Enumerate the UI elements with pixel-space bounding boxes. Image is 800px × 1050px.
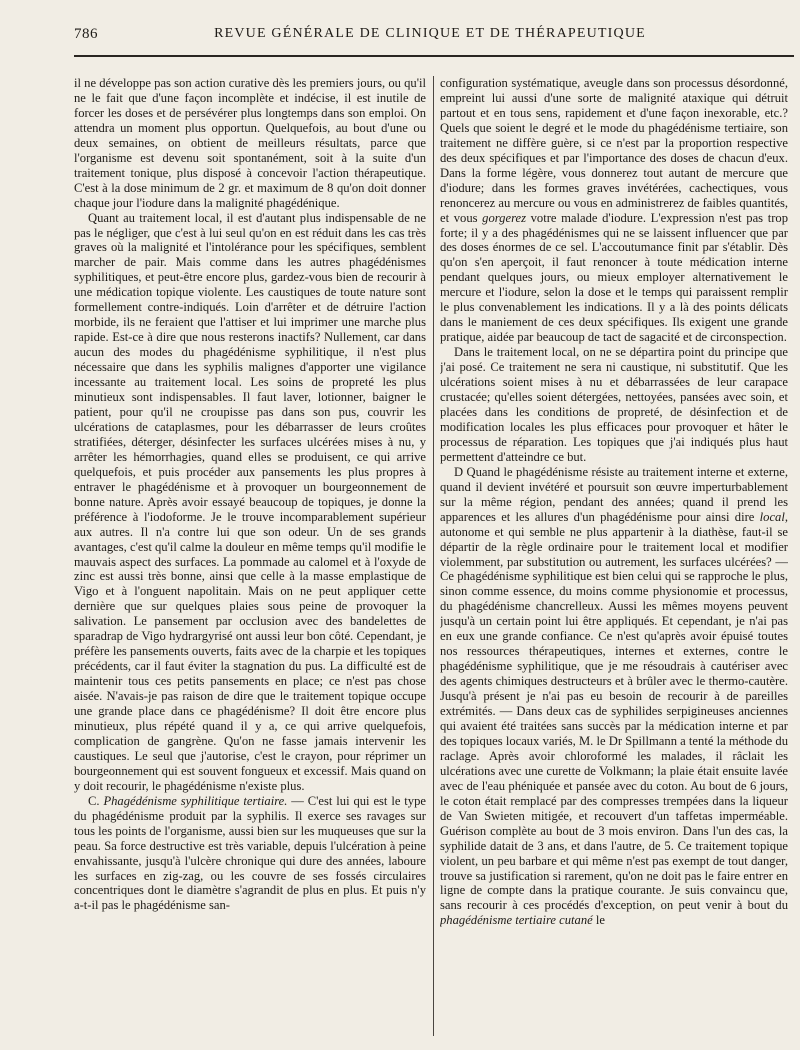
- section-letter: C.: [88, 793, 104, 808]
- emphasis: gorgerez: [482, 210, 526, 225]
- text-run: configuration systématique, aveugle dans son processus désordonné, empreint lui aussi d'une sorte de malignité ataxique qui détruit partout et en tous sens, rapidement et d'une façon inexorable, etc.? Quels que soient le degré et le mode du phagédénisme tertiaire, son traitement ne diffère guère, si ce n'est par la proportion respective des deux spécifiques et par l'importance des doses de chacun d'eux. Dans la forme légère, vous donnerez tout autant de mercure que d'iodure; dans les formes graves invétérées, cachectiques, vous renoncerez au mercure ou vous en administrerez de faibles quantités, et vous: [440, 76, 788, 225]
- page-number: 786: [74, 26, 98, 42]
- running-title: REVUE GÉNÉRALE DE CLINIQUE ET DE THÉRAPEUTIQUE: [214, 26, 646, 41]
- text-run: votre malade d'iodure. L'expression n'est pas trop forte; il y a des phagédénismes qui ne se laissent influencer que par des doses énormes de ce sel. L'accoutumance finit par s'établir. Dès qu'on s'en aperçoit, il faut renoncer à toute médication interne pendant quelques jours, ou mieux employer alternativement le mercure et l'iodure, selon la dose et le temps qui paraissent remplir le plus convenablement les indications. Il y a là des points délicats dans le maniement de ces deux spécifiques. Ils exigent une grande pratique, aidée par beaucoup de tact de sagacité et de circonspection.: [440, 210, 788, 345]
- section-paragraph: [74, 794, 426, 914]
- text-run: D Quand le phagédénisme résiste au traitement interne et externe, quand il devient invétéré et poursuit son œuvre imperturbablement sur la même région, pendant des années; quand il prend les apparences et les allures d'un phagédénisme pour ainsi dire: [440, 464, 788, 524]
- paragraph: [440, 465, 788, 929]
- paragraph: Quant au traitement local, il est d'autant plus indispensable de ne pas le négliger, que c'est à lui seul qu'on en est réduit dans les cas très graves où la malignité et l'intolérance pour les spécifiques, semblent marcher de pair. Mais comme dans les autres phagédénismes syphilitiques, et peut-être encore plus, gardez-vous bien de recourir à une médication topique violente. Les caustiques de toute nature sont formellement contre-indiqués. Loin d'arrêter et de détruire l'action morbide, ils ne feraient que l'attiser et lui imprimer une marche plus rapide. Est-ce à dire que nous resterons inactifs? Nullement, car dans aucun des modes du phagédénisme syphilitique, il n'est plus nécessaire que dans les syphilis malignes d'apporter une vigilance incessante au traitement local. Les soins de propreté les plus minutieux sont indispensables. Il faut laver, lotionner, baigner le patient, pour qu'il ne croupisse pas dans son pus, couvrir les ulcérations de cataplasmes, pour les débarrasser de leurs croûtes stratifiées, déterger, désinfecter les surfaces ulcérées mises à nu, y arrêter les hémorrhagies, quand elles se produisent, ce qui arrive quelquefois, et puis procéder aux pansements les plus propres à entraver le phagédénisme et à provoquer un bourgeonnement de bonne nature. Après avoir essayé beaucoup de topiques, je donne la préférence à l'iodoforme. Je le trouve incomparablement supérieur aux autres. Il n'a contre lui que son odeur. Un de ses grands avantages, c'est qu'il calme la douleur en même temps qu'il modifie le mauvais aspect des surfaces. La pommade au calomel et à l'oxyde de zinc est aussi très bonne, ainsi que celle à la masse emplastique de Vigo et à l'onguent napolitain. Mais on ne peut appliquer cette dernière que sur quelques plaies sous peine de provoquer la salivation. Le pansement par occlusion avec des bandelettes de sparadrap de Vigo hydrargyrisé ont aussi leur bon côté. Cependant, je préfère les pansements ouverts, faits avec de la charpie et les topiques précédents, car il faut éviter la stagnation du pus. La difficulté est de maintenir tous ces petits pansements en place; ce n'est pas chose aisée. N'avais-je pas raison de dire que le traitement topique occupe une grande place dans ce phagédénisme? Il doit être encore plus minutieux, plus répété quand il y a, ce qui arrive quelquefois, complication de gangrène. Qu'on ne fasse jamais intervenir les caustiques. Le seul que j'autorise, c'est le crayon, pour réprimer un bourgeonnement qui est souvent fongueux et excessif. Mais quand on y doit recourir, le phagédénisme n'existe plus.: [74, 210, 426, 793]
- emphasis: phagédénisme tertiaire cutané: [440, 913, 593, 928]
- text-run: , autonome et qui semble ne plus appartenir à la diathèse, faut-il se départir de la règle ordinaire pour le traitement local et modifier violemment, par substitution ou autrement, les surfaces ulcérées? — Ce phagédénisme syphilitique est bien celui qui se rapproche le plus, sinon comme essence, du moins comme physionomie et processus, du phagédénisme chancrelleux. Aussi les mêmes moyens peuvent jusqu'à un certain point lui être appliqués. Et cependant, je n'ai pas en eux une grande confiance. Ce n'est qu'après avoir épuisé toutes nos ressources thérapeutiques, internes et externes, contre le phagédénisme syphilitique, que je me résoudrais à cautériser avec des agents chimiques destructeurs et à brûler avec le thermo-cautère. Jusqu'à présent je n'ai pas eu besoin de recourir à de pareilles extrémités. — Dans deux cas de syphilides serpigineuses anciennes qui avaient été traitées sans succès par la médication interne et par des topiques locaux variés, M. le Dr Spillmann a tenté la méthode du raclage. Après avoir chloroformé les malades, il râclait les ulcérations avec une curette de Volkmann; la plaie était ensuite lavée avec de l'eau phéniquée et pansée avec du coton. Au bout de 6 jours, le coton était remplacé par des compresses trempées dans la liqueur de Van Swieten mitigée, et recouvert d'un taffetas imperméable. Guérison complète au bout de 3 mois environ. Dans l'un des cas, la syphilide datait de 3 ans, et dans l'autre, de 5. Ce traitement topique violent, un peu barbare et qui même n'est pas exempt de tout danger, trouve sa justification si rarement, qu'on ne doit pas le faire entrer en ligne de compte dans la pratique courante. Je suis convaincu que, sans recourir à ces procédés d'exception, on peut venir à bout du: [440, 509, 788, 913]
- column-divider: [433, 76, 434, 1036]
- section-title: Phagédénisme syphilitique tertiaire.: [103, 793, 288, 808]
- section-text: — C'est lui qui est le type du phagédénisme produit par la syphilis. Il exerce ses ravages sur tous les points de l'organisme, aussi bien sur les muqueuses que sur la peau. Sa force destructive est très variable, depuis l'ulcération à peine envahissante, jusqu'à l'ulcère chronique qui dure des années, laboure les surfaces en zig-zag, ou les couvre de ses fossés circulaires concentriques dont le diamètre s'agrandit de plus en plus. Et puis n'y a-t-il pas le phagédénisme san-: [74, 793, 426, 913]
- emphasis: local: [759, 509, 785, 524]
- text-run: le: [592, 913, 605, 928]
- paragraph: [440, 76, 788, 345]
- right-column: [440, 76, 788, 1038]
- paragraph: Dans le traitement local, on ne se départira point du principe que j'ai posé. Ce traitement ne sera ni caustique, ni substitutif. Que les ulcérations soient mises à nu et débarrassées de leur carapace crustacée; qu'elles soient détergées, nettoyées, pansées avec soin, et placées dans les conditions de propreté, de désinfection et de modification locales les plus efficaces pour provoquer et hâter le processus de réparation. Les topiques que j'ai indiqués plus haut permettent d'atteindre ce but.: [440, 345, 788, 464]
- header-rule: [74, 55, 794, 57]
- left-column: [74, 76, 426, 1038]
- paragraph: il ne développe pas son action curative dès les premiers jours, ou qu'il ne le fait que d'une façon incomplète et indécise, il est inutile de forcer les doses et de persévérer plus longtemps dans son emploi. On attendra un moment plus opportun. Quelquefois, au bout d'une ou deux semaines, on obtient de meilleurs résultats, parce que l'organisme est devenu soit spontanément, soit à la suite d'un traitement tonique, plus disposé à concevoir l'action thérapeutique. C'est à la dose minimum de 2 gr. et maximum de 8 qu'on doit donner chaque jour l'iodure dans la malignité phagédénique.: [74, 76, 426, 210]
- page-header: [74, 24, 786, 48]
